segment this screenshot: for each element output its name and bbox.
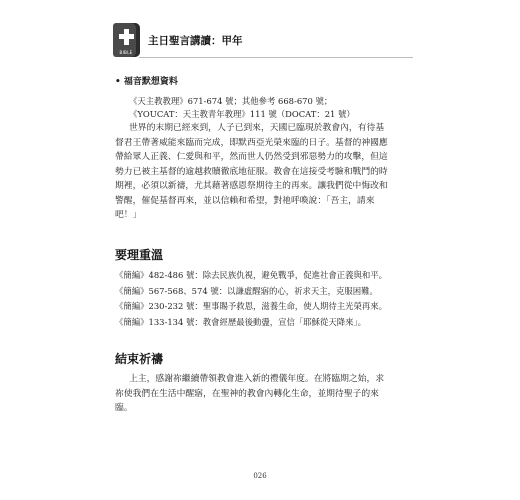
doctrine-ref-2: 《YOUCAT：天主教青年教理》111 號（DOCAT：21 號） [129, 109, 355, 119]
doctrine-line: 勢力已被主基督的逾越救贖徹底地征服。教會在這接受考驗和戰鬥的時 [115, 166, 388, 177]
prayer-line: 祢使我們在生活中醒寤，在聖神的教會內轉化生命，並期待聖子的來 [115, 388, 379, 399]
running-title: 主日聖言講讀：甲年 [148, 35, 243, 47]
summary-item: 《簡編》230-232 號：聖事賜予救恩，滋養生命，使人期待主光榮再來。 [115, 301, 387, 311]
doctrine-line: 警醒，催促基督再來，並以信賴和希望，對祂呼喚說：「吾主，請來 [115, 195, 375, 206]
summary-item: 《簡編》567-568、574 號：以謙虛醒寤的心，祈求天主，克服困難。 [115, 285, 378, 296]
prayer-paragraph [115, 372, 415, 416]
doctrine-heading: • 福音默想資料 [115, 77, 178, 87]
book-icon-text: BIBLE [119, 50, 133, 55]
book-cross-icon [113, 23, 140, 57]
doctrine-line: 吧！」 [115, 210, 142, 220]
summary-heading: 要理重溫 [115, 248, 164, 262]
doctrine-line: 世界的末期已經來到，人子已到來，天國已臨現於教會內，有待基 [129, 123, 385, 133]
summary-item: 《簡編》482-486 號：除去民族仇視，避免戰爭，促進社會正義與和平。 [115, 270, 387, 280]
page-header [113, 23, 413, 61]
doctrine-line: 期裡，必須以新禱，尤其藉著感恩祭期待主的再來。讓我們從中悔改和 [115, 181, 388, 191]
doctrine-ref-1: 《天主教教理》671-674 號；其他參考 668-670 號； [129, 96, 333, 106]
prayer-line: 臨。 [115, 403, 133, 413]
page-number: 026 [253, 472, 267, 480]
doctrine-line: 督君王帶著威能來臨而完成，即默西亞光榮來臨的日子。基督的神國應 [115, 137, 388, 148]
summary-item: 《簡編》133-134 號：教會經歷最後動盪，宣信「耶穌從天降來」。 [115, 316, 367, 327]
doctrine-line: 帶給眾人正義、仁愛與和平，然而世人仍然受到邪惡勢力的攻擊，但這 [115, 152, 388, 162]
doctrine-section [115, 76, 415, 223]
prayer-heading: 結束祈禱 [115, 352, 164, 366]
prayer-section [115, 350, 415, 416]
prayer-line: 上主，感謝祢繼續帶領教會進入新的禮儀年度。在將臨期之始，求 [129, 374, 385, 384]
summary-section [115, 246, 415, 330]
header-rule [139, 57, 413, 58]
doctrine-paragraph [115, 121, 415, 223]
